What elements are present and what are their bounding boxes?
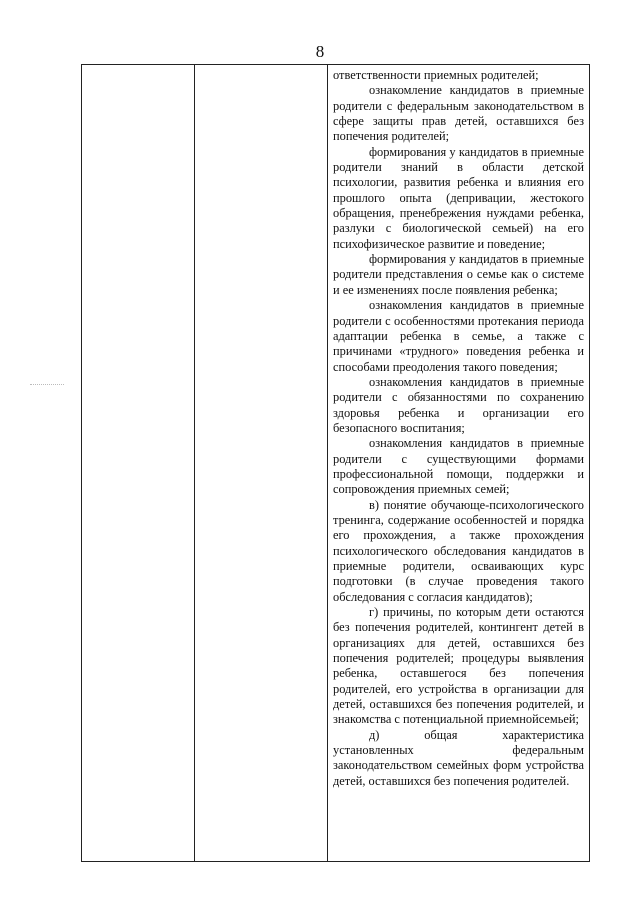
content-table bbox=[81, 64, 590, 862]
paragraph: ознакомления кандидатов в приемные родители с обязанностями по сохранению здоровья ребенка и организации его безопасного воспитания; bbox=[333, 374, 584, 435]
paragraph: формирования у кандидатов в приемные родители представления о семье как о системе и ее изменениях после появления ребенка; bbox=[333, 252, 584, 297]
text-cell bbox=[333, 68, 584, 789]
column-divider-1 bbox=[194, 65, 195, 861]
scan-mark bbox=[30, 384, 64, 385]
paragraph: ознакомления кандидатов в приемные родители с особенностями протекания периода адаптации ребенка в семье, а также с причинами «трудного» поведения ребенка и способами преодоления такого поведения; bbox=[333, 298, 584, 374]
paragraph: в) понятие обучающе-психологического тренинга, содержание особенностей и порядка его прохождения, а также прохождения психологического обследования кандидатов в приемные родители, осваивающих курс подготовки (в случае проведения такого обследования с согласия кандидатов); bbox=[333, 497, 584, 604]
paragraph: ответственности приемных родителей; bbox=[333, 68, 539, 82]
page-number: 8 bbox=[315, 42, 325, 61]
paragraph: ознакомления кандидатов в приемные родители с существующими формами профессиональной помощи, поддержки и сопровождения приемных семей; bbox=[333, 436, 584, 497]
paragraph: ознакомление кандидатов в приемные родители с федеральным законодательством в сфере защиты прав детей, оставшихся без попечения родителей; bbox=[333, 83, 584, 144]
column-divider-2 bbox=[327, 65, 328, 861]
paragraph: формирования у кандидатов в приемные родители знаний в области детской психологии, развития ребенка и влияния его прошлого опыта (депривации, жестокого обращения, пренебрежения нуждами ребенка, разлуки с биологической семьей) на его психофизическое развитие и поведение; bbox=[333, 144, 584, 251]
paragraph: г) причины, по которым дети остаются без попечения родителей, контингент детей в организациях для детей, оставшихся без попечения родителей; процедуры выявления ребенка, оставшегося без попечения родителей, его устройства в организации для детей, оставшихся без попечения родителей, и знакомства с потенциальной приемнойсемьей; bbox=[333, 605, 584, 727]
paragraph: д) общая характеристика установленных федеральным законодательством семейных форм устройства детей, оставшихся без попечения родителей. bbox=[333, 727, 584, 788]
